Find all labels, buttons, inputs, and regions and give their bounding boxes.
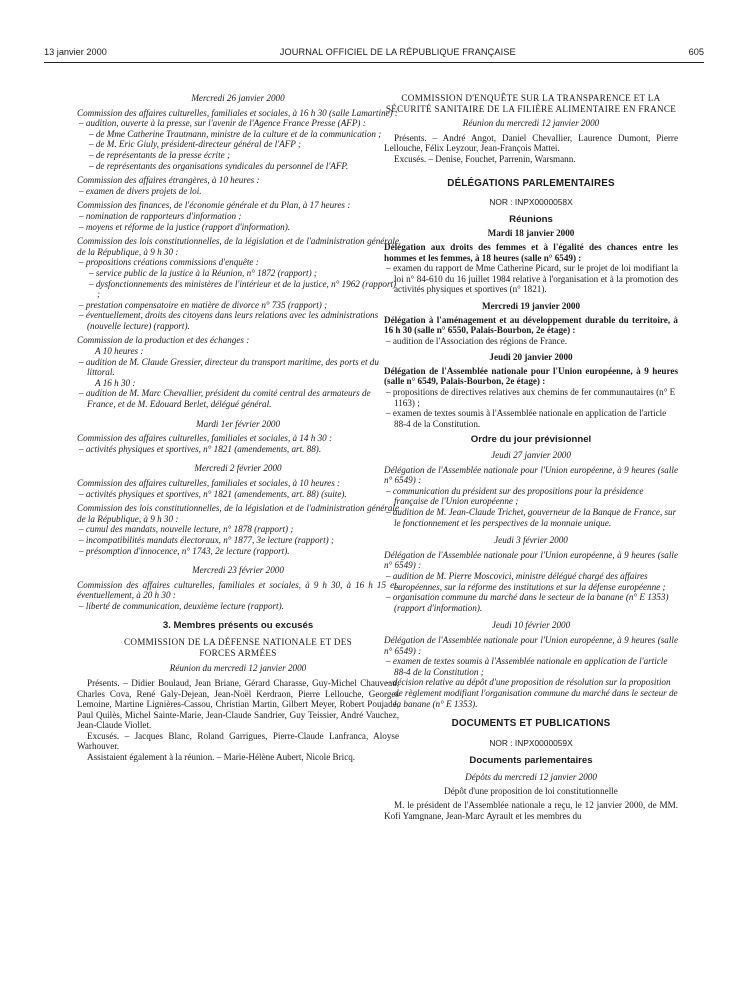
agenda-item: – communication du président sur des propositions pour la présidence française de l'Union européenne ; (386, 485, 644, 507)
agenda-item: – décision relative au dépôt d'une proposition de résolution sur la proposition de règlement modifiant l'organisation commune du marché dans le secteur de la banane (n° E 1353). (386, 677, 678, 709)
left-column (77, 93, 399, 763)
date-heading: Jeudi 3 février 2000 (494, 535, 568, 546)
date-heading: Mercredi 26 janvier 2000 (191, 93, 285, 103)
delegation-line: Délégation de l'Assemblée nationale pour l'Union européenne, à 9 heures (salle n° 6549) : (384, 634, 678, 656)
nor-reference: NOR : INPX0000059X (489, 737, 573, 748)
agenda-subitem: – de Mme Catherine Trautmann, ministre de la culture et de la communication ; (89, 128, 382, 139)
agenda-item: – audition de l'Association des régions de France. (386, 335, 568, 346)
meeting-date: Réunion du mercredi 12 janvier 2000 (462, 118, 600, 129)
commission-line: Commission des lois constitutionnelles, de la législation et de l'administration générale de la République, à 9 h 30 : (77, 236, 399, 257)
commission-line: Commission des affaires culturelles, familiales et sociales, à 14 h 30 : (77, 433, 333, 444)
commission-title: COMMISSION D'ENQUÊTE SUR LA TRANSPARENCE ET LA SÉCURITÉ SANITAIRE DE LA FILIÈRE ALIMENTAIRE EN FRANCE (385, 93, 677, 114)
date-heading: Mardi 18 janvier 2000 (487, 228, 575, 239)
agenda-subitem: – de M. Eric Giuly, président-directeur général de l'AFP ; (89, 139, 302, 150)
agenda-item: – moyens et réforme de la justice (rapport d'information). (79, 221, 291, 232)
header-rule (44, 62, 704, 63)
agenda-subitem: – service public de la justice à la Réunion, n° 1872 (rapport) ; (89, 267, 317, 278)
spacer (77, 410, 399, 419)
deposit-text: M. le président de l'Assemblée nationale a reçu, le 12 janvier 2000, de MM. Kofi Yamgnane, Jean-Marc Ayrault et les membres du (384, 800, 678, 821)
agenda-item: – audition de M. Marc Chevallier, président du comité central des armateurs de France, et de M. Edouard Berlet, délégué général. (79, 388, 371, 410)
agenda-item: – incompatibilités mandats électoraux, n° 1877, 3e lecture (rapport) ; (79, 534, 334, 545)
header-journal-title: JOURNAL OFFICIEL DE LA RÉPUBLIQUE FRANÇAISE (279, 47, 516, 57)
present-members: Présents. – Didier Boulaud, Jean Briane, Gérard Charasse, Guy-Michel Chauveau, Charles Cova, René Galy-Dejean, Jean-Noël Kerdraon, Pierre Lellouche, Georges Lemoine, Martine Lignières-Cassou, Christian Martin, Gilbert Meyer, Robert Poujade, Paul Quilès, Michel Sainte-Marie, Jean-Claude Sandrier, Guy Teissier, André Vauchez, Jean-Claude Viollet. (77, 677, 399, 731)
delegation-line: Délégation aux droits des femmes et à l'égalité des chances entre les hommes et les femmes, à 18 heures (salle n° 6549) : (384, 241, 678, 263)
nor-reference: NOR : INPX0000058X (489, 197, 573, 208)
agenda-item: – nomination de rapporteurs d'information ; (79, 210, 242, 221)
date-heading: Jeudi 20 janvier 2000 (489, 352, 573, 363)
excused-members: Excusés. – Jacques Blanc, Roland Garrigues, Pierre-Claude Lanfranca, Aloyse Warhouver. (77, 730, 399, 752)
agenda-item: – prestation compensatoire en matière de divorce n° 735 (rapport) ; (79, 299, 328, 310)
spacer (384, 165, 678, 179)
delegation-line: Délégation à l'aménagement et au développement durable du territoire, à 16 h 30 (salle n° 6550, Palais-Bourbon, 2e étage) : (384, 314, 678, 336)
agenda-subitem: – de représentants de la presse écrite ; (89, 149, 230, 160)
agenda-item: – propositions de directives relatives aux chemins de fer communautaires (n° E 1163) ; (386, 387, 676, 408)
also-attending: Assistaient également à la réunion. – Marie-Hélène Aubert, Nicole Bricq. (87, 752, 356, 763)
date-heading: Mardi 1er février 2000 (195, 418, 281, 429)
agenda-item: – audition de M. Claude Gressier, directeur du transport maritime, des ports et du littoral. (79, 356, 379, 378)
excused-members: Excusés. – Denise, Fouchet, Parrenin, Warsmann. (394, 153, 576, 164)
meeting-date: Réunion du mercredi 12 janvier 2000 (169, 663, 307, 674)
commission-line: Commission de la production et des échanges : (77, 335, 250, 346)
commission-line: Commission des affaires culturelles, familiales et sociales, à 9 h 30, à 16 h 15 et, éventuellement, à 20 h 30 : (77, 579, 399, 601)
commission-line: Commission des affaires étrangères, à 10 heures : (77, 175, 260, 186)
agenda-item: – examen de textes soumis à l'Assemblée nationale en application de l'article 88-4 de la Constitution. (386, 408, 667, 429)
time-line: A 16 h 30 : (95, 377, 136, 388)
delegation-line: Délégation de l'Assemblée nationale pour l'Union européenne, à 9 heures (salle n° 6549) : (384, 549, 678, 571)
agenda-item: – activités physiques et sportives, n° 1821 (amendements, art. 88) (suite). (79, 488, 347, 499)
agenda-item: – examen du rapport de Mme Catherine Picard, sur le projet de loi modifiant la loi n° 84-610 du 16 juillet 1984 relative à l'organisation et à la promotion des activités physiques et sportives (n° 1821). (386, 263, 678, 295)
agenda-subitem: – dysfonctionnements des ministères de l'intérieur et de la justice, n° 1962 (rapport) ; (89, 278, 397, 300)
delegation-line: Délégation de l'Assemblée nationale pour l'Union européenne, à 9 heures (salle n° 6549, Palais-Bourbon, 2e étage) : (384, 365, 678, 387)
agenda-subitem: – de représentants des organisations syndicales du personnel de l'AFP. (89, 160, 349, 171)
section-heading: 3. Membres présents ou excusés (162, 619, 314, 631)
spacer (77, 556, 399, 565)
date-heading: Jeudi 27 janvier 2000 (491, 450, 571, 461)
agenda-item: – liberté de communication, deuxième lecture (rapport). (79, 600, 284, 611)
commission-line: Commission des affaires culturelles, familiales et sociales, à 16 h 30 (salle Lamartine) : (77, 107, 398, 118)
spacer (77, 454, 399, 463)
agenda-item: – cumul des mandats, nouvelle lecture, n° 1878 (rapport) ; (79, 524, 294, 535)
date-heading: Mercredi 23 février 2000 (192, 565, 284, 576)
deposit-title: Dépôt d'une proposition de loi constitutionnelle (444, 786, 618, 797)
time-line: A 10 heures : (95, 346, 144, 357)
agenda-item: – audition de M. Jean-Claude Trichet, gouverneur de la Banque de France, sur le fonctionnement et les perspectives de la monnaie unique. (386, 507, 677, 528)
right-column (384, 93, 678, 821)
commission-line: Commission des lois constitutionnelles, de la législation et de l'administration générale de la République, à 9 h 30 : (77, 503, 399, 524)
agenda-item: – propositions créations commissions d'enquête : (79, 257, 259, 268)
subsection-heading: Réunions (509, 213, 553, 225)
header-page-number: 605 (688, 47, 704, 57)
section-heading: DOCUMENTS ET PUBLICATIONS (451, 718, 611, 730)
commission-line: Commission des affaires culturelles, familiales et sociales, à 10 heures : (77, 478, 341, 488)
agenda-item: – présomption d'innocence, n° 1743, 2e lecture (rapport). (79, 545, 290, 556)
commission-title: COMMISSION DE LA DÉFENSE NATIONALE ET DES FORCES ARMÉES (123, 637, 353, 658)
commission-line: Commission des finances, de l'économie générale et du Plan, à 17 heures : (77, 200, 351, 211)
agenda-item: – examen de textes soumis à l'Assemblée nationale en application de l'article 88-4 de la Constitution ; (386, 656, 668, 677)
section-heading: DÉLÉGATIONS PARLEMENTAIRES (447, 177, 615, 189)
agenda-item: – examen de divers projets de loi. (79, 185, 202, 196)
date-heading: Dépôts du mercredi 12 janvier 2000 (465, 771, 597, 782)
agenda-item: – audition, ouverte à la presse, sur l'avenir de l'Agence France Presse (AFP) : (79, 118, 366, 129)
agenda-item: – activités physiques et sportives, n° 1821 (amendements, art. 88). (79, 443, 322, 454)
subsection-heading: Ordre du jour prévisionnel (470, 434, 592, 446)
date-heading: Mercredi 19 janvier 2000 (481, 300, 581, 311)
agenda-item: – organisation commune du marché dans le secteur de la banane (n° E 1353) (rapport d'information). (386, 592, 669, 613)
header-date: 13 janvier 2000 (44, 47, 107, 57)
present-members: Présents. – André Angot, Daniel Chevallier, Laurence Dumont, Pierre Lellouche, Félix Leyzour, Jean-François Mattei. (384, 132, 678, 154)
running-header (44, 47, 704, 61)
date-heading: Mercredi 2 février 2000 (194, 463, 282, 474)
agenda-item: – éventuellement, droits des citoyens dans leurs relations avec les administrations (nouvelle lecture) (rapport). (79, 310, 379, 331)
delegation-line: Délégation de l'Assemblée nationale pour l'Union européenne, à 9 heures (salle n° 6549) : (384, 464, 678, 486)
subsection-heading: Documents parlementaires (469, 755, 593, 767)
agenda-item: – audition de M. Pierre Moscovici, ministre délégué chargé des affaires européennes, sur la réforme des institutions et sur la défense européenne ; (386, 570, 666, 592)
date-heading: Jeudi 10 février 2000 (491, 620, 571, 631)
